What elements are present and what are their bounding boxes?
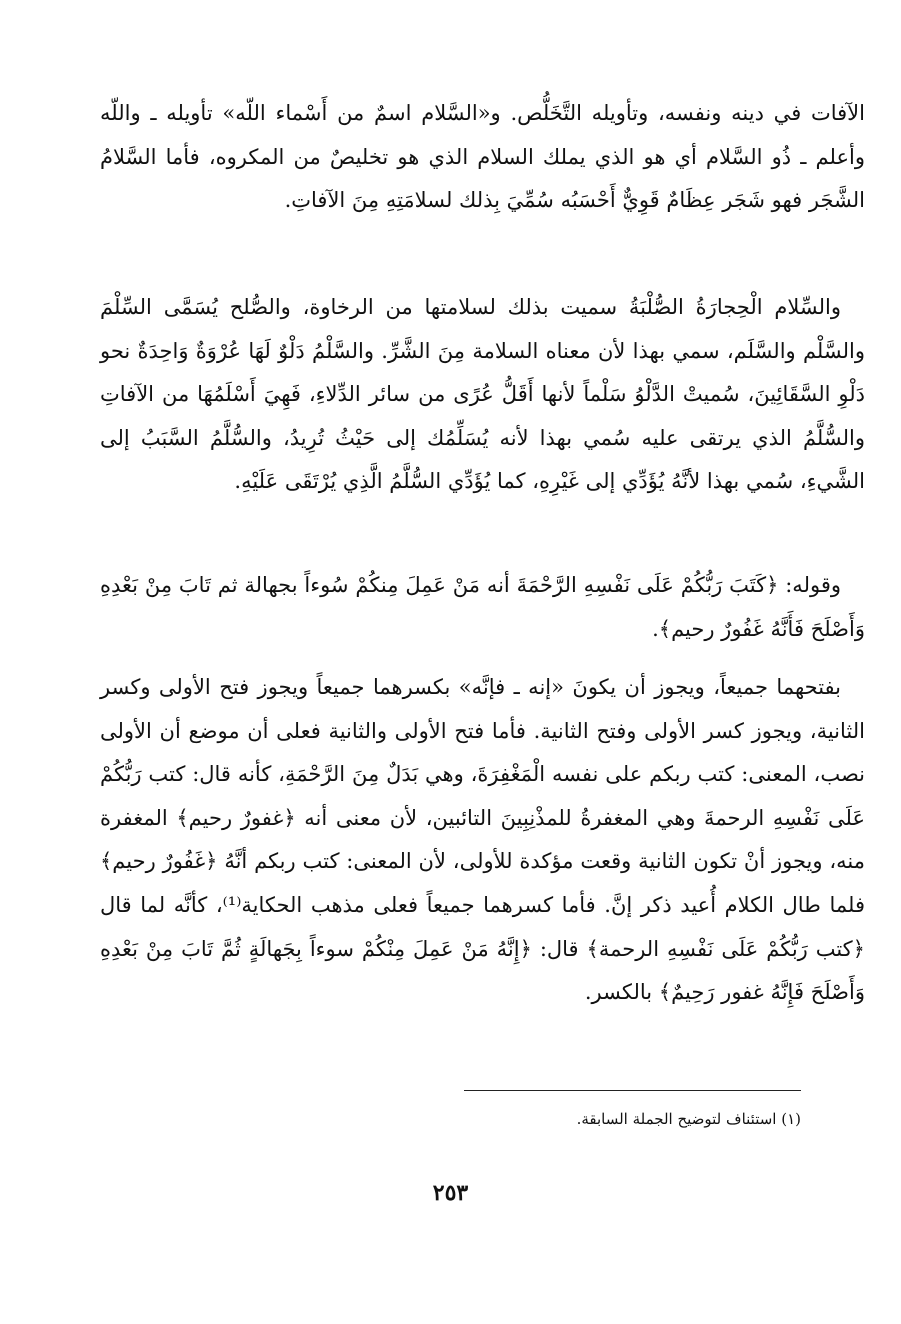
page-number: ٢٥٣ [432, 1180, 469, 1206]
paragraph-4 [100, 666, 865, 1015]
paragraph-1 [100, 92, 865, 223]
paragraph-2-text: والسِّلام الْحِجارَةُ الصُّلْبَةُ سميت بذلك لسلامتها من الرخاوة، والصُّلح يُسَمَّى السِّلْمَ والسَّلْم والسَّلَم، سمي بهذا لأن معناه السلامة مِنَ الشَّرِّ. والسَّلْمُ دَلْوٌ لَهَا عُرْوَةٌ وَاحِدَةٌ نحو دَلْوِ السَّقَائِينَ، سُميتْ الدَّلْوُ سَلْماً لأنها أَقَلُّ عُرًى من سائر الدِّلاءِ، فَهِيَ أَسْلَمُهَا من الآفاتِ والسُّلَّمُ الذي يرتقى عليه سُمي بهذا لأنه يُسَلِّمُك إلى حَيْثُ تُرِيدُ، والسُّلَّمُ السَّبَبُ إلى الشَّيءِ، سُمي بهذا لأنَّهُ يُؤَدِّي إلى غَيْرِهِ، كما يُؤَدِّي السُّلَّمُ الَّذِي يُرْتَقَى عَلَيْهِ. [100, 295, 865, 494]
paragraph-3-quran-verse [100, 564, 865, 651]
paragraph-3-text: وقوله: ﴿كَتَبَ رَبُّكُمْ عَلَى نَفْسِهِ الرَّحْمَةَ أنه مَنْ عَمِلَ مِنكُمْ سُوءاً بجهالة ثم تَابَ مِنْ بَعْدِهِ وَأَصْلَحَ فَأَنَّهُ غَفُورٌ رحيم﴾. [100, 573, 865, 641]
paragraph-2 [100, 286, 865, 504]
paragraph-4-text: بفتحهما جميعاً، ويجوز أن يكونَ «إنه ـ فإنَّه» بكسرهما جميعاً ويجوز فتح الأولى وكسر الثانية، ويجوز كسر الأولى وفتح الثانية. فأما فتح الأولى والثانية فعلى أن موضع أن الأولى نصب، المعنى: كتب ربكم على نفسه الْمَغْفِرَةَ، وهي بَدَلٌ مِنَ الرَّحْمَةِ، كأنه قال: كتب رَبُّكُمْ عَلَى نَفْسِهِ الرحمةَ وهي المغفرةُ للمذْنِبِينَ التائبين، لأن معنى أنه ﴿غفورٌ رحيم﴾ المغفرة منه، ويجوز أنْ تكون الثانية وقعت مؤكدة للأولى، لأن المعنى: كتب ربكم أنَّهُ ﴿غَفُورٌ رحيم﴾ فلما طال الكلام أُعيد ذكر إنَّ. فأما كسرهما جميعاً فعلى مذهب الحكاية⁽¹⁾، كأنَّه لما قال ﴿كتب رَبُّكُمْ عَلَى نَفْسِهِ الرحمة﴾ قال: ﴿إِنَّهُ مَنْ عَمِلَ مِنْكُمْ سوءاً بِجَهالَةٍ ثُمَّ تَابَ مِنْ بَعْدِهِ وَأَصْلَحَ فَإِنَّهُ غفور رَحِيمٌ﴾ بالكسر. [100, 675, 866, 1005]
footnote-divider [464, 1090, 801, 1091]
paragraph-1-text: الآفات في دينه ونفسه، وتأويله التَّخَلُّص. و«السَّلام اسمٌ من أَسْماء اللّه» تأويله ـ واللّه وأعلم ـ ذُو السَّلام أي هو الذي يملك السلام الذي هو تخليصٌ من المكروه، فأما السَّلامُ الشَّجَر فهو شَجَر عِظَامٌ قَوِيٌّ أَحْسَبُه سُمِّيَ بِذلك لسلامَتِهِ مِنَ الآفاتِ. [100, 101, 865, 213]
footnote: (١) استئناف لتوضيح الجملة السابقة. [576, 1110, 801, 1128]
